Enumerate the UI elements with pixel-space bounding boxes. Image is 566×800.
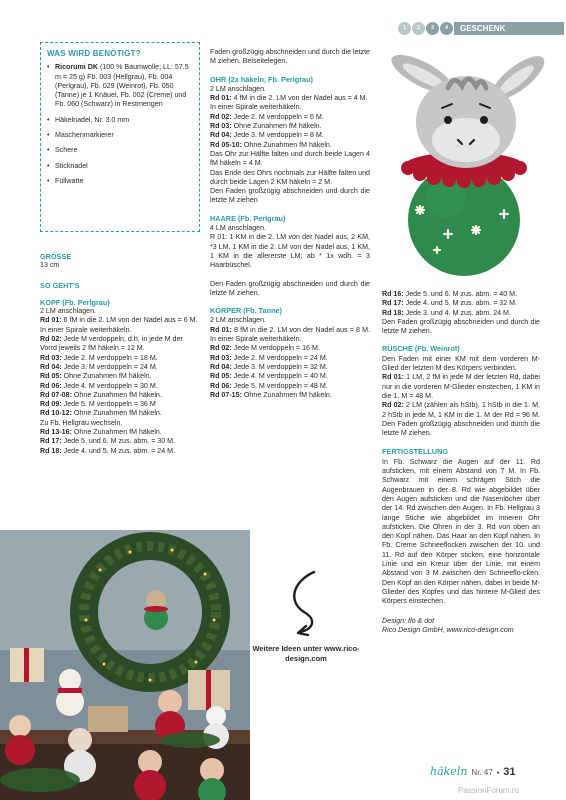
- round-text: 6 fM in die 2. LM von der Nadel aus = 6 M. In einer Spirale weiterhäkeln.: [40, 316, 198, 334]
- round-label: Rd 07-08:: [40, 390, 72, 399]
- round-label: Rd 06:: [40, 381, 62, 390]
- instruction-line: [210, 187, 370, 206]
- more-ideas: [252, 568, 360, 664]
- instruction-line: [382, 318, 540, 337]
- column-2: [210, 48, 370, 400]
- round-label: Rd 06:: [210, 381, 232, 390]
- round-label: Rd 01:: [210, 325, 232, 334]
- round-label: Rd 02:: [210, 112, 232, 121]
- round-text: Jede 4. und 5. M zus. abm. = 32 M.: [403, 299, 518, 308]
- howto-title: SO GEHT'S: [40, 280, 80, 290]
- list-item: • Füllwatte: [47, 177, 193, 186]
- ruesche-lines: [382, 355, 540, 439]
- round-label: Rd 03:: [210, 353, 232, 362]
- instruction-line: [210, 372, 370, 381]
- instruction-line: [210, 150, 370, 169]
- round-text: Den Faden großzügig abschneiden und durch die letzte M ziehen: [210, 187, 370, 205]
- instruction-line: [210, 344, 370, 353]
- list-item: • Maschenmarkierer: [47, 131, 193, 140]
- round-label: Rd 09:: [40, 400, 62, 409]
- column-3: [382, 290, 540, 635]
- footer-bullet: •: [496, 769, 500, 777]
- round-label: Rd 07-15:: [210, 390, 242, 399]
- materials-title: WAS WIRD BENÖTIGT?: [47, 49, 141, 58]
- tag-dot: 4: [440, 22, 453, 35]
- ohr-title: OHR (2x häkeln, Fb. Perlgrau): [210, 74, 313, 84]
- category-label: GESCHENK: [454, 22, 564, 35]
- instruction-line: [40, 382, 200, 391]
- round-label: Rd 04:: [210, 362, 232, 371]
- instruction-line: [40, 428, 200, 437]
- round-text: Ohne Zunahmen fM häkeln.: [71, 409, 162, 418]
- fertig-title: FERTIGSTELLUNG: [382, 447, 449, 457]
- round-text: 2 LM anschlagen.: [210, 84, 266, 93]
- instruction-line: [382, 401, 540, 438]
- ruesche-title: RÜSCHE (Fb. Weinrot): [382, 344, 460, 354]
- round-text: 4 fM in die 2. LM von der Nadel aus = 4 M.: [231, 94, 368, 103]
- instruction-line: [40, 447, 200, 456]
- tag-dot: 3: [426, 22, 439, 35]
- round-text: 2 LM (zählen als hStb), 1 hStb in die 1. M, 2 hStb in jede M, 1 KM in die 1. M der Rd = 96 M. Den Faden großzügig abschneiden und durch die letzte M ziehen.: [382, 401, 540, 438]
- watermark: PassionForum.ru: [458, 786, 519, 795]
- round-label: Rd 01:: [210, 94, 232, 103]
- round-text: Jede 4. M verdoppeln = 30 M.: [61, 381, 158, 390]
- section-tag: [398, 22, 564, 35]
- round-label: Rd 18:: [382, 308, 404, 317]
- round-text: Jede 5. M verdoppeln = 36 M: [61, 400, 156, 409]
- instruction-line: [210, 233, 370, 270]
- instruction-line: [382, 299, 540, 308]
- instruction-line: [210, 224, 370, 233]
- instruction-line: [40, 307, 200, 316]
- round-label: Rd 13-16:: [40, 428, 72, 437]
- round-label: Rd 03:: [40, 353, 62, 362]
- column-1: [40, 252, 200, 456]
- tag-dot: 1: [398, 22, 411, 35]
- round-text: Ohne Zunahmen fM häkeln.: [71, 428, 162, 437]
- curved-arrow-icon: [284, 568, 328, 638]
- christmas-scene-photo: [0, 530, 250, 800]
- instruction-line: [210, 382, 370, 391]
- instruction-line: [210, 363, 370, 372]
- round-text: 1 LM, 2 fM in jede M der letzten Rd, dabei nur in die vorderen M-Glieder einstechen, 1 KM in die 1. M = 48 M.: [382, 373, 540, 400]
- fertig-text: In Fb. Schwarz die Augen auf der 11. Rd aufsticken, mit einem Abstand von 7 M. In Fb. Schwarz mit einem schrägen Stich die Augenbrauen in der 8. Rd wie abgebildet über den Augen aufsticken und die Nasenlöcher über der 14. Rd zwischen den Augen. In Fb. Hellgrau 3 lange Stiche wie abgebildet im inneren Ohr aufsticken. Die Ohren in der 3. Rd von oben an den Kopf nähen. Das Haar an den Kopf nähen. In Fb. Creme Schneeflocken zwischen der 10. und 11. Rd auf den Körper sticken, eine horizontale Linie und ein Kreuz über der Linie, mit einem Abstand von 3 M zwischen den Schneeflo-cken. Den Kopf an den Körper nähen, dabei in beide M-Glieder des Kopfes und das hintere M-Glied des Körpers einstechen.: [382, 457, 540, 606]
- page-number: 31: [503, 766, 516, 778]
- instruction-line: [40, 372, 200, 381]
- instruction-line: [210, 280, 370, 299]
- instruction-line: [210, 85, 370, 94]
- round-text: 8 fM in die 2. LM von der Nadel aus = 8 M. In einer Spirale weiterhäkeln.: [210, 325, 370, 344]
- koerper-title: KÖRPER (Fb. Tanne): [210, 306, 283, 316]
- round-text: Das Ende des Ohrs nochmals zur Hälfte falten und durch beide Lagen 2 KM häkeln = 2 M.: [210, 168, 370, 186]
- list-item: • Häkelnadel, Nr. 3.0 mm: [47, 116, 193, 125]
- materials-box: [40, 42, 200, 232]
- round-text: Jede 2. M verdoppeln = 24 M.: [231, 353, 328, 362]
- materials-list: [47, 63, 193, 186]
- round-text: Jede 5. und 6. M zus. abm. = 40 M.: [403, 290, 518, 298]
- instruction-line: [382, 355, 540, 374]
- round-label: Rd 17:: [40, 437, 62, 446]
- round-label: Rd 05-10:: [210, 140, 242, 149]
- round-text: Ohne Zunahmen fM häkeln.: [61, 372, 152, 381]
- round-text: Jede 3. M verdoppeln = 24 M.: [61, 362, 158, 371]
- round-label: Rd 02:: [40, 335, 62, 344]
- round-text: 2 LM anschlagen.: [210, 316, 266, 325]
- kopf-title: KOPF (Fb. Perlgrau): [40, 297, 110, 307]
- round-label: Rd 05:: [40, 372, 62, 381]
- instruction-line: [210, 326, 370, 345]
- muzzle: [432, 118, 500, 162]
- instruction-line: [40, 419, 200, 428]
- left-eye: [444, 116, 452, 124]
- round-label: Rd 05:: [210, 372, 232, 381]
- instruction-line: [40, 400, 200, 409]
- round-text: Jede 5. M verdoppeln = 48 M.: [231, 381, 328, 390]
- instruction-line: [210, 113, 370, 122]
- ohr-lines: [210, 85, 370, 206]
- round-text: R 01: 1 KM in die 2. LM von der Nadel aus, 2 KM, *3 LM, 1 KM in die 2. LM von der Nadel aus, 1 KM, 1 KM in die allererste LM; ab * 1x wdh. = 3 Haarbüschel.: [210, 233, 370, 270]
- round-text: Jede 4. M verdoppeln = 40 M.: [231, 372, 328, 381]
- round-text: Jede 5. und 6. M zus. abm. = 30 M.: [61, 437, 176, 446]
- round-text: Jede M verdoppeln, d.h. in jede M der Vorrd jeweils 2 fM häkeln = 12 M.: [40, 335, 183, 353]
- round-text: Ohne Zunahmen fM häkeln.: [71, 390, 162, 399]
- instruction-line: [210, 103, 370, 112]
- instruction-line: [382, 309, 540, 318]
- haare-lines: [210, 224, 370, 298]
- size-title: GRÖSSE: [40, 252, 72, 261]
- round-label: Rd 01:: [40, 316, 62, 325]
- round-text: Jede 3. und 4. M zus. abm. 24 M.: [403, 308, 511, 317]
- tag-dot: 2: [412, 22, 425, 35]
- round-label: Rd 03:: [210, 122, 232, 131]
- instruction-line: [382, 373, 540, 401]
- round-text: Jede 2. M verdoppeln = 18 M.: [61, 353, 158, 362]
- instruction-line: [210, 316, 370, 325]
- list-item: • Schere: [47, 146, 193, 155]
- instruction-line: [210, 131, 370, 140]
- more-ideas-link[interactable]: Weitere Ideen unter www.rico-design.com: [252, 644, 360, 663]
- issue-number: Nr. 47: [471, 768, 493, 777]
- instruction-line: [382, 290, 540, 299]
- round-text: Jede 4. und 5. M zus. abm. = 24 M.: [61, 446, 176, 455]
- size-value: 13 cm: [40, 261, 60, 270]
- round-text: Jede 3. M verdoppeln = 32 M.: [231, 362, 328, 371]
- round-label: Rd 16:: [382, 290, 404, 298]
- round-text: Das Ohr zur Hälfte falten und durch beide Lagen 4 fM häkeln = 4 M.: [210, 149, 370, 168]
- kopf-lines: [40, 307, 200, 456]
- intro-text: Faden großzügig abschneiden und durch die letzte M ziehen. Beiseitelegen.: [210, 48, 370, 66]
- round-label: Rd 02:: [210, 344, 232, 353]
- instruction-line: [210, 169, 370, 188]
- round-label: Rd 04:: [210, 131, 232, 140]
- instruction-line: [40, 354, 200, 363]
- round-label: Rd 17:: [382, 299, 404, 308]
- round-text: Ohne Zunahmen fM häkeln.: [231, 122, 322, 131]
- round-label: Rd 10-12:: [40, 409, 72, 418]
- list-item: • Ricorumi DK (100 % Baumwolle; LL: 57.5 m = 25 g) Fb. 003 (Hellgrau), Fb. 004 (Perlgrau), Fb. 029 (Weinrot), Fb. 050 (Tanne) je 1 Knäuel, Fb. 002 (Creme) und Fb. 060 (Schwarz) in Restmengen: [47, 63, 193, 109]
- instruction-line: [40, 316, 200, 335]
- round-text: Ohne Zunahmen fM häkeln.: [241, 140, 332, 149]
- instruction-line: [210, 391, 370, 400]
- round-label: Rd 04:: [40, 362, 62, 371]
- instruction-line: [40, 363, 200, 372]
- instruction-line: [210, 94, 370, 103]
- round-text: 2 LM anschlagen.: [40, 307, 96, 316]
- instruction-line: [40, 391, 200, 400]
- round-text: 4 LM anschlagen.: [210, 224, 266, 233]
- instruction-line: [40, 437, 200, 446]
- instruction-line: [210, 122, 370, 131]
- magazine-name: häkeln: [430, 765, 468, 778]
- round-text: In einer Spirale weiterhäkeln.: [210, 103, 302, 112]
- round-text: Jede 3. M verdoppeln = 8 M.: [231, 131, 324, 140]
- design-credit: Design: flo & dot: [382, 616, 435, 625]
- round-text: Ohne Zunahmen fM häkeln.: [241, 390, 332, 399]
- instruction-line: [40, 409, 200, 418]
- page-footer: [430, 767, 555, 778]
- company-credit: Rico Design GmbH, www.rico-design.com: [382, 625, 514, 634]
- instruction-line: [210, 141, 370, 150]
- round-text: Jede 2. M verdoppeln = 6 M.: [231, 112, 324, 121]
- koerper-cont-lines: [382, 290, 540, 336]
- round-label: Rd 01:: [382, 373, 404, 382]
- round-text: Den Faden großzügig abschneiden und durch die letzte M ziehen.: [382, 317, 540, 336]
- round-text: Jede M verdoppeln = 16 M.: [231, 344, 320, 353]
- round-label: Rd 18:: [40, 446, 62, 455]
- list-item: • Sticknadel: [47, 162, 193, 171]
- round-text: Den Faden mit einer KM mit dem vorderen M-Glied der letzten M des Körpers verbinden.: [382, 354, 540, 373]
- haare-title: HAARE (Fb. Perlgrau): [210, 213, 286, 223]
- round-text: Den Faden großzügig abschneiden und durch die letzte M ziehen.: [210, 279, 370, 297]
- right-eye: [480, 116, 488, 124]
- instruction-line: [40, 335, 200, 354]
- instruction-line: [210, 354, 370, 363]
- donkey-toy-illustration: [372, 44, 558, 284]
- koerper-lines: [210, 316, 370, 400]
- round-label: Rd 02:: [382, 401, 404, 410]
- round-text: Zu Fb. Hellgrau wechseln.: [40, 418, 123, 427]
